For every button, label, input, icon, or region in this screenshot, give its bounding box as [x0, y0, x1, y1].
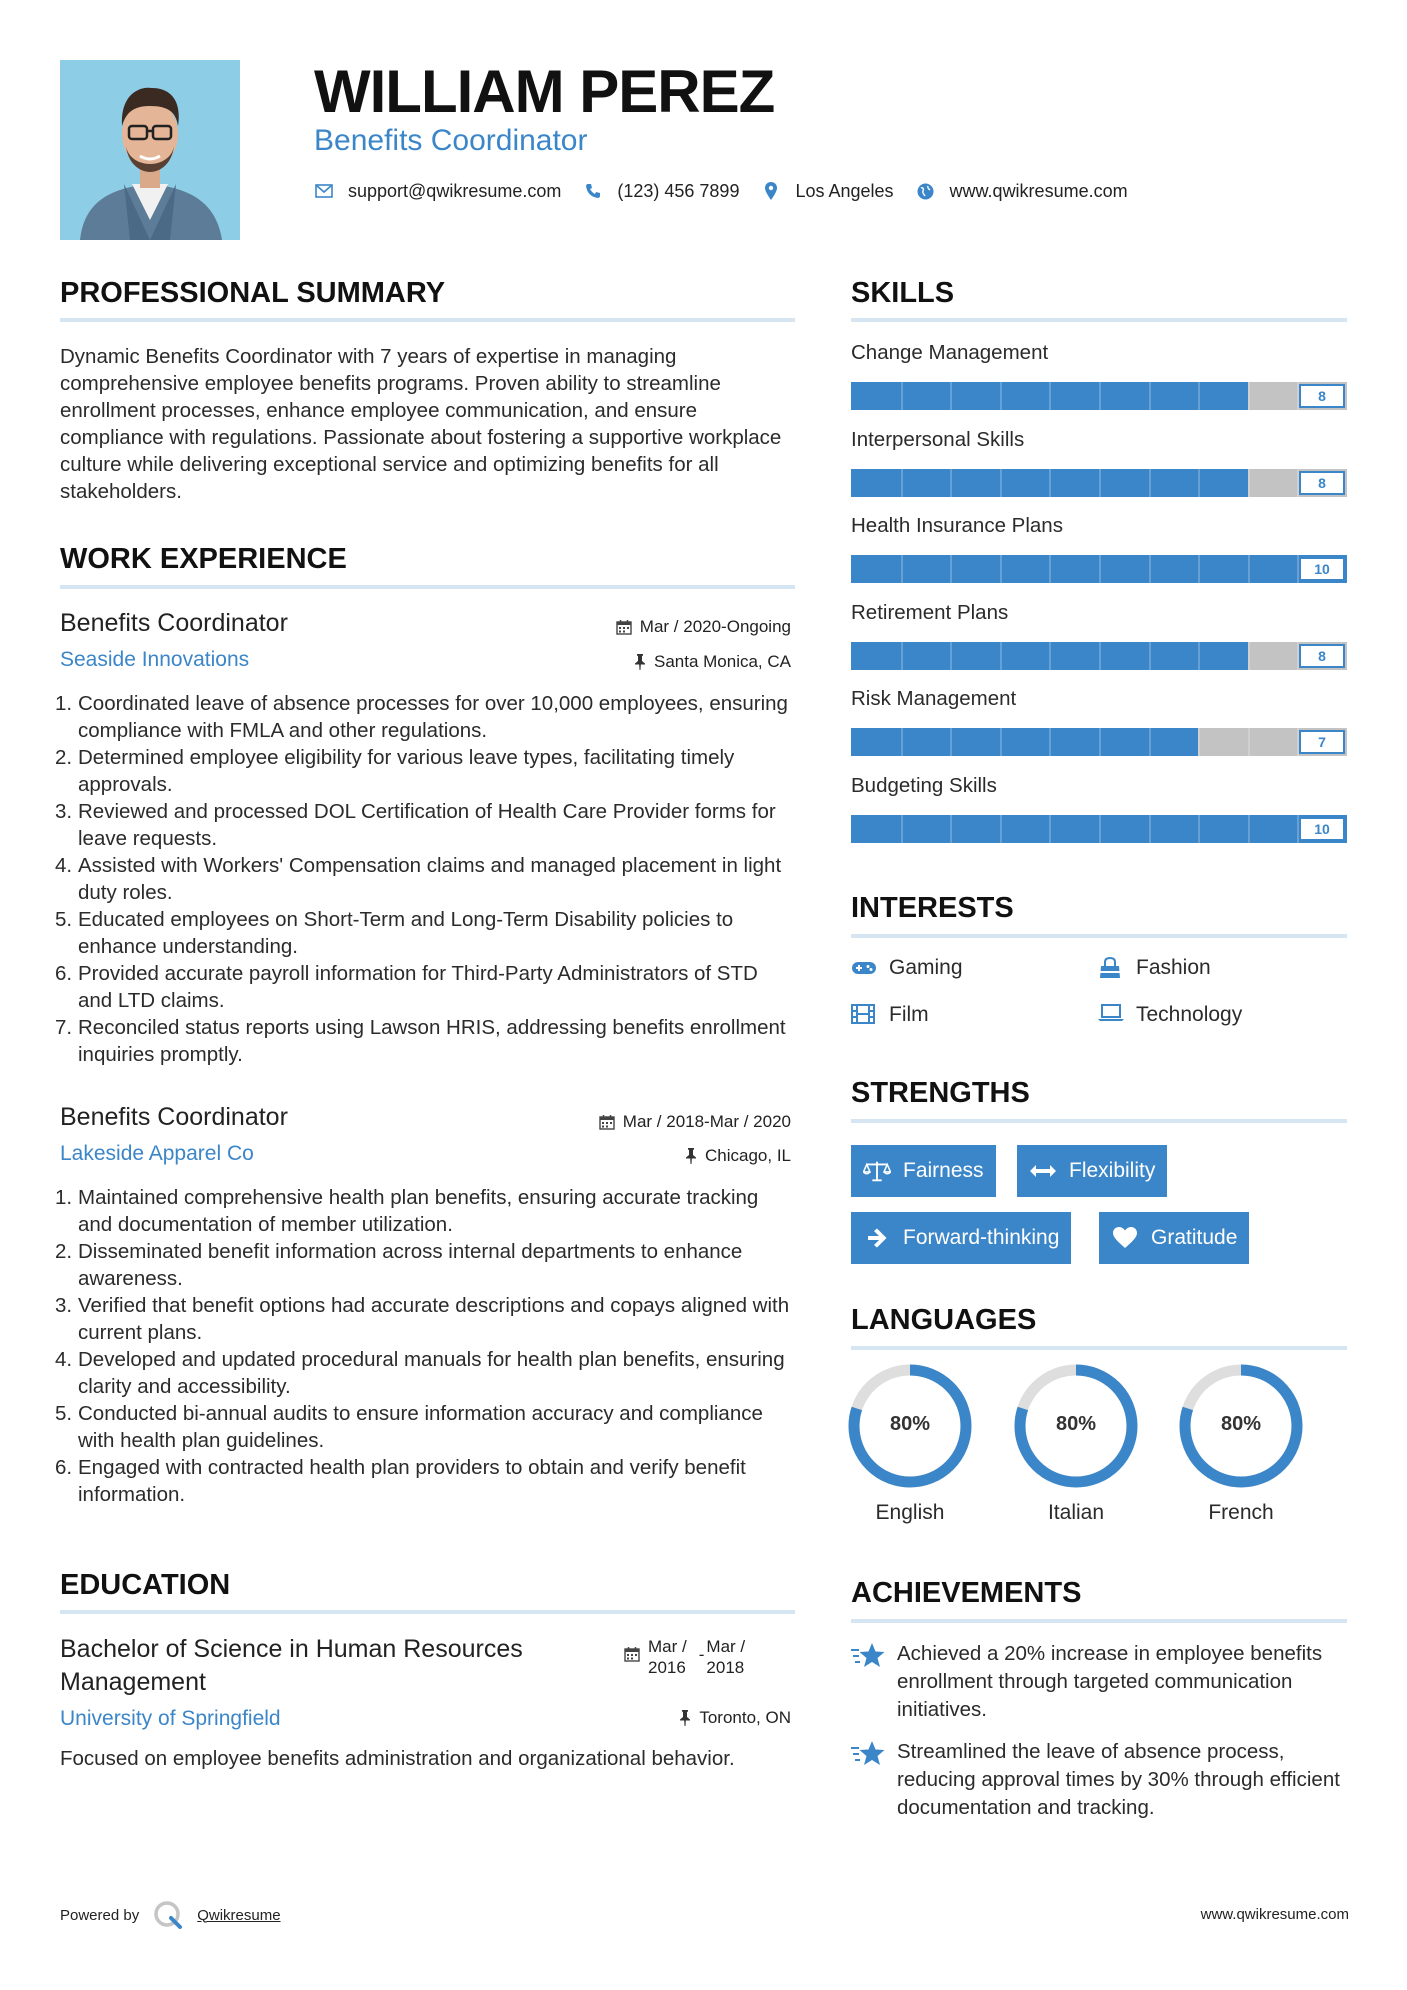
achievement-text: Achieved a 20% increase in employee benefits enrollment through targeted communication initiatives.	[897, 1642, 1323, 1721]
skill-bar-segment	[950, 728, 952, 756]
language-name: English	[875, 1501, 945, 1524]
skill-bar-segment	[1099, 728, 1101, 756]
responsibility-item	[55, 1184, 795, 1238]
map-pin-icon	[761, 181, 781, 201]
skill-bar-segment	[1149, 815, 1151, 843]
shopping-bag-icon	[1098, 957, 1124, 979]
edu-start-year: 2016	[648, 1658, 686, 1677]
calendar-icon	[624, 1646, 640, 1678]
responsibility-item	[55, 960, 795, 1014]
arrows-horizontal-icon	[1029, 1159, 1057, 1183]
achievements-divider	[851, 1619, 1347, 1623]
job-location-text-2: Chicago, IL	[705, 1146, 791, 1165]
skill-bar-segment	[1198, 728, 1200, 756]
skill-bar-segment	[1099, 815, 1101, 843]
skill-bar-segment	[1000, 642, 1002, 670]
skills-heading: SKILLS	[851, 277, 955, 309]
job-date-text-1: Mar / 2020-Ongoing	[639, 617, 791, 636]
responsibility-text: Disseminated benefit information across internal departments to enhance awareness.	[78, 1240, 743, 1290]
summary-heading: PROFESSIONAL SUMMARY	[60, 277, 446, 309]
qwikresume-link[interactable]: Qwikresume	[197, 1906, 281, 1924]
degree-line-2: Management	[60, 1668, 206, 1696]
education-heading: EDUCATION	[60, 1569, 231, 1601]
job-company-1: Seaside Innovations	[60, 648, 250, 671]
interest-gaming	[851, 955, 963, 981]
education-location-text: Toronto, ON	[699, 1708, 791, 1727]
responsibility-text: Coordinated leave of absence processes for over 10,000 employees, ensuring compliance with FMLA and other regulations.	[78, 692, 788, 742]
interests-divider	[851, 934, 1347, 938]
skill-bar-segment	[1000, 555, 1002, 583]
list-number: 7.	[55, 1016, 73, 1039]
skill-score: 10	[1299, 817, 1345, 841]
job-date-1	[616, 616, 791, 638]
skill-bar	[851, 469, 1347, 497]
strength-fairness	[851, 1145, 996, 1197]
balance-scale-icon	[863, 1159, 891, 1183]
list-number: 6.	[55, 1456, 73, 1479]
skill-bar-segment	[1049, 382, 1051, 410]
skill-score: 7	[1299, 730, 1345, 754]
list-number: 1.	[55, 1186, 73, 1209]
language-name: Italian	[1047, 1501, 1105, 1524]
skill-bar-segment	[1149, 469, 1151, 497]
interest-label: Fashion	[1136, 956, 1211, 979]
strength-label: Flexibility	[1069, 1159, 1156, 1182]
skill-bar-segment	[1099, 642, 1101, 670]
degree-line-1: Bachelor of Science in Human Resources	[60, 1635, 523, 1663]
skill-label: Interpersonal Skills	[851, 428, 1025, 451]
school-name: University of Springfield	[60, 1707, 281, 1730]
list-number: 6.	[55, 962, 73, 985]
languages-heading: LANGUAGES	[851, 1304, 1037, 1336]
skill-bar-segment	[901, 728, 903, 756]
contact-location-text: Los Angeles	[795, 180, 894, 201]
list-number: 4.	[55, 1348, 73, 1371]
list-number: 3.	[55, 1294, 73, 1317]
responsibility-item	[55, 690, 795, 744]
contact-bar	[314, 178, 1128, 204]
skill-bar-segment	[1198, 815, 1200, 843]
responsibility-item	[55, 744, 795, 798]
skill-bar	[851, 642, 1347, 670]
skill-bar-segment	[1049, 728, 1051, 756]
responsibility-item	[55, 1454, 795, 1508]
job-title-1: Benefits Coordinator	[60, 609, 288, 637]
education-location	[679, 1707, 791, 1729]
skill-bar	[851, 382, 1347, 410]
skill-bar-fill	[851, 728, 1198, 756]
skill-bar-segment	[1198, 382, 1200, 410]
responsibility-text: Determined employee eligibility for various leave types, facilitating timely approvals.	[78, 746, 735, 796]
interest-label: Gaming	[889, 956, 963, 979]
skill-bar-segment	[901, 815, 903, 843]
responsibility-item	[55, 906, 795, 960]
languages-divider	[851, 1346, 1347, 1350]
responsibility-item	[55, 1346, 795, 1400]
skill-bar-segment	[1049, 815, 1051, 843]
skill-bar-segment	[1149, 728, 1151, 756]
job-title-2: Benefits Coordinator	[60, 1103, 288, 1131]
skill-bar-segment	[950, 469, 952, 497]
list-number: 5.	[55, 908, 73, 931]
arrow-right-icon	[863, 1226, 891, 1250]
candidate-name: WILLIAM PEREZ	[314, 58, 775, 125]
responsibility-item	[55, 852, 795, 906]
edu-end-month: Mar /	[706, 1637, 746, 1656]
skill-label: Retirement Plans	[851, 601, 1009, 624]
skill-bar-segment	[1198, 555, 1200, 583]
heart-icon	[1111, 1226, 1139, 1250]
strengths-heading: STRENGTHS	[851, 1077, 1030, 1109]
skill-bar-segment	[1000, 382, 1002, 410]
language-percent: 80%	[889, 1413, 931, 1435]
responsibility-text: Reconciled status reports using Lawson HRIS, addressing benefits enrollment inquiries promptly.	[78, 1016, 786, 1066]
interests-heading: INTERESTS	[851, 892, 1014, 924]
footer-url[interactable]: www.qwikresume.com	[1200, 1906, 1349, 1923]
achievement-item	[851, 1738, 1351, 1822]
list-number: 4.	[55, 854, 73, 877]
responsibility-text: Educated employees on Short-Term and Long-Term Disability policies to enhance understanding.	[78, 908, 734, 958]
candidate-title: Benefits Coordinator	[314, 124, 588, 157]
experience-divider	[60, 585, 795, 589]
responsibility-item	[55, 1292, 795, 1346]
skill-bar-segment	[1149, 382, 1151, 410]
skill-bar-segment	[1149, 555, 1151, 583]
job-responsibilities-2	[55, 1184, 795, 1508]
skill-bar	[851, 815, 1347, 843]
strength-gratitude	[1099, 1212, 1249, 1264]
skills-divider	[851, 318, 1347, 322]
responsibility-text: Maintained comprehensive health plan benefits, ensuring accurate tracking and documentation of member utilization.	[78, 1186, 759, 1236]
job-responsibilities-1	[55, 690, 795, 1068]
responsibility-item	[55, 1238, 795, 1292]
calendar-icon	[616, 619, 632, 635]
skill-bar-segment	[1049, 642, 1051, 670]
skill-bar-segment	[1248, 728, 1250, 756]
job-date-2	[599, 1111, 791, 1133]
film-icon	[851, 1004, 877, 1026]
skill-bar-segment	[1149, 642, 1151, 670]
achievement-item	[851, 1640, 1351, 1724]
pushpin-icon	[685, 1148, 697, 1164]
powered-by-text: Powered by	[60, 1906, 140, 1924]
skill-bar-segment	[1248, 815, 1250, 843]
skill-bar-segment	[1099, 469, 1101, 497]
achievement-text: Streamlined the leave of absence process, reducing approval times by 30% through efficient documentation and tracking.	[897, 1740, 1340, 1819]
skill-bar-segment	[950, 555, 952, 583]
interest-label: Film	[889, 1003, 929, 1026]
interest-label: Technology	[1136, 1003, 1243, 1026]
contact-website-text: www.qwikresume.com	[949, 180, 1128, 201]
skill-bar-segment	[950, 815, 952, 843]
job-company-2: Lakeside Apparel Co	[60, 1142, 254, 1165]
language-name: French	[1208, 1501, 1274, 1524]
contact-location	[761, 181, 893, 202]
skill-bar-segment	[1099, 382, 1101, 410]
skill-bar-segment	[901, 382, 903, 410]
skill-bar-segment	[901, 642, 903, 670]
job-location-text-1: Santa Monica, CA	[653, 652, 791, 671]
responsibility-item	[55, 1400, 795, 1454]
language-percent: 80%	[1220, 1413, 1262, 1435]
skill-bar-segment	[901, 469, 903, 497]
interest-film	[851, 1002, 929, 1028]
qwikresume-logo-icon	[153, 1900, 183, 1930]
profile-photo	[60, 60, 240, 240]
strength-label: Fairness	[903, 1159, 984, 1182]
responsibility-item	[55, 798, 795, 852]
edu-end-year: 2018	[706, 1658, 745, 1677]
list-number: 2.	[55, 746, 73, 769]
gamepad-icon	[851, 957, 877, 979]
phone-icon	[583, 181, 603, 201]
education-description: Focused on employee benefits administration and organizational behavior.	[60, 1747, 735, 1770]
skill-bar-segment	[901, 555, 903, 583]
skill-label: Risk Management	[851, 687, 1017, 710]
responsibility-item	[55, 1014, 795, 1068]
list-number: 5.	[55, 1402, 73, 1425]
footer-powered-by	[60, 1900, 281, 1930]
pushpin-icon	[679, 1710, 691, 1726]
skill-bar-segment	[1000, 469, 1002, 497]
responsibility-text: Conducted bi-annual audits to ensure information accuracy and compliance with health plan guidelines.	[78, 1402, 763, 1452]
language-percent: 80%	[1055, 1413, 1097, 1435]
pushpin-icon	[634, 654, 646, 670]
list-number: 1.	[55, 692, 73, 715]
contact-website[interactable]	[916, 181, 1128, 202]
responsibility-text: Provided accurate payroll information for Third-Party Administrators of STD and LTD claims.	[78, 962, 758, 1012]
skill-bar-segment	[1198, 642, 1200, 670]
contact-email-text: support@qwikresume.com	[348, 180, 562, 201]
summary-text: Dynamic Benefits Coordinator with 7 years of expertise in managing comprehensive employee benefits programs. Proven ability to streamline enrollment processes, enhance employee communication, and ensure compliance with regulations. Passionate about fostering a supportive workplace culture while delivering exceptional service and optimizing benefits for all stakeholders.	[60, 345, 782, 503]
skill-bar-segment	[1248, 555, 1250, 583]
skill-score: 8	[1299, 644, 1345, 668]
education-divider	[60, 1610, 795, 1614]
star-icon	[851, 1740, 885, 1770]
skill-score: 10	[1299, 557, 1345, 581]
job-location-1	[634, 651, 791, 673]
experience-heading: WORK EXPERIENCE	[60, 543, 347, 575]
strength-flexibility	[1017, 1145, 1167, 1197]
skill-bar-segment	[1049, 555, 1051, 583]
responsibility-text: Engaged with contracted health plan providers to obtain and verify benefit information.	[78, 1456, 746, 1506]
responsibility-text: Assisted with Workers' Compensation claims and managed placement in light duty roles.	[78, 854, 782, 904]
contact-phone-text: (123) 456 7899	[617, 180, 740, 201]
skill-bar	[851, 555, 1347, 583]
summary-divider	[60, 318, 795, 322]
edu-start-month: Mar /	[648, 1637, 687, 1656]
interest-technology	[1098, 1002, 1242, 1028]
laptop-icon	[1098, 1004, 1124, 1026]
contact-phone[interactable]	[583, 181, 739, 202]
list-number: 3.	[55, 800, 73, 823]
skill-bar-segment	[1000, 815, 1002, 843]
education-dates: Mar / 2016 - Mar / 2018	[624, 1636, 745, 1678]
job-location-2	[685, 1145, 791, 1167]
skill-bar-segment	[1000, 728, 1002, 756]
star-icon	[851, 1642, 885, 1672]
skill-label: Budgeting Skills	[851, 774, 997, 797]
strength-label: Gratitude	[1151, 1226, 1238, 1249]
globe-icon	[916, 181, 936, 201]
skill-score: 8	[1299, 384, 1345, 408]
skill-bar-segment	[1248, 642, 1250, 670]
job-date-text-2: Mar / 2018-Mar / 2020	[622, 1112, 791, 1131]
skill-bar	[851, 728, 1347, 756]
interest-fashion	[1098, 955, 1211, 981]
skill-bar-segment	[1198, 469, 1200, 497]
achievements-heading: ACHIEVEMENTS	[851, 1577, 1082, 1609]
skill-label: Change Management	[851, 341, 1049, 364]
strength-forward-thinking	[851, 1212, 1071, 1264]
skill-bar-segment	[1248, 469, 1250, 497]
responsibility-text: Developed and updated procedural manuals for health plan benefits, ensuring clarity and accessibility.	[78, 1348, 785, 1398]
calendar-icon	[599, 1114, 615, 1130]
contact-email[interactable]	[314, 181, 561, 202]
skill-label: Health Insurance Plans	[851, 514, 1063, 537]
skill-bar-segment	[1049, 469, 1051, 497]
strength-label: Forward-thinking	[903, 1226, 1060, 1249]
skill-bar-segment	[950, 642, 952, 670]
skill-bar-segment	[950, 382, 952, 410]
responsibility-text: Verified that benefit options had accurate descriptions and copays aligned with current plans.	[78, 1294, 790, 1344]
strengths-divider	[851, 1119, 1347, 1123]
list-number: 2.	[55, 1240, 73, 1263]
skill-bar-segment	[1248, 382, 1250, 410]
skill-bar-segment	[1099, 555, 1101, 583]
envelope-icon	[314, 181, 334, 201]
skill-score: 8	[1299, 471, 1345, 495]
responsibility-text: Reviewed and processed DOL Certification of Health Care Provider forms for leave requests.	[78, 800, 776, 850]
